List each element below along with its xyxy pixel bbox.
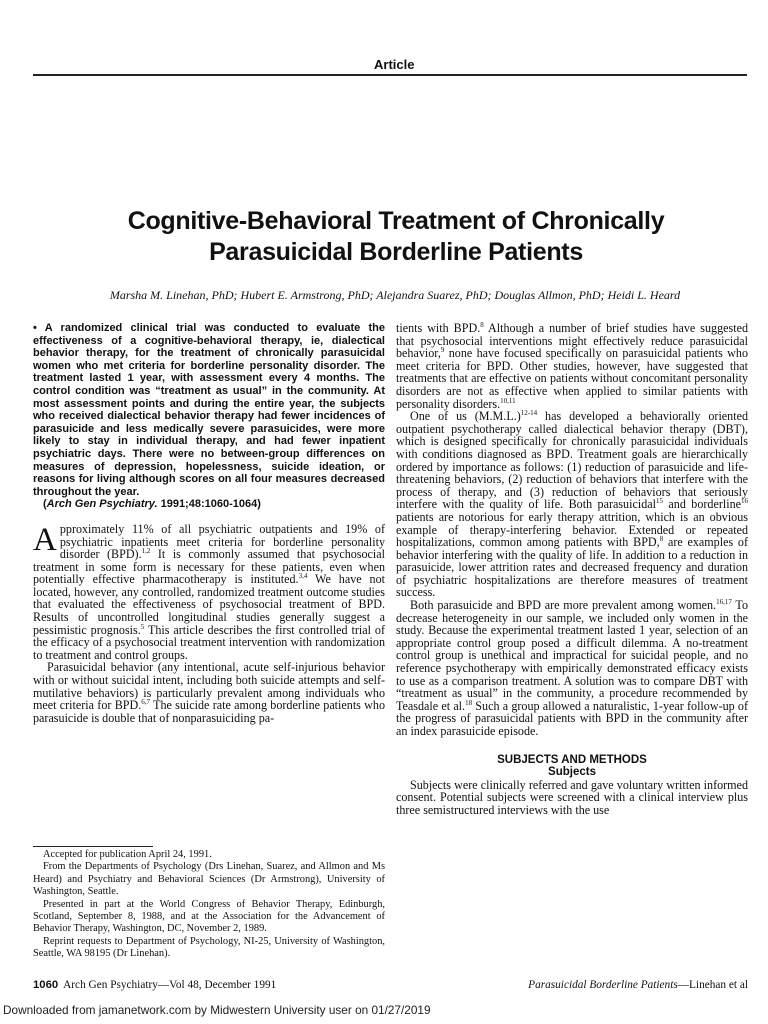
text-run: It is commonly assumed that psychosocial treatment in some form is necessary for these patients, even when potentially effective pharmacotherapy is instituted. [33, 547, 386, 587]
intro-paragraph-2 [33, 661, 385, 724]
abstract-text: A randomized clinical trial was conducted to evaluate the effectiveness of a cognitive-behavioral therapy, ie, dialectical behavior therapy, for the treatment of chronically parasuicidal women who met criteria for borderline personality disorder. The treatment lasted 1 year, with assessment every 4 months. The control condition was “treatment as usual” in the community. At most assessment points and during the entire year, the subjects who received dialectical behavior therapy had fewer incidences of parasuicide and less medically severe parasuicides, were more likely to stay in individual therapy, and had fewer inpatient psychiatric days. There were no between-group differences on measures of depression, hopelessness, suicide ideation, or reasons for living although scores on all four measures decreased throughout the year. [33, 322, 385, 498]
journal-info: Arch Gen Psychiatry—Vol 48, December 1991 [63, 979, 277, 991]
article-type-label: Article [374, 57, 415, 72]
footnote-accepted: Accepted for publication April 24, 1991. [43, 849, 212, 860]
title-line-2: Parasuicidal Borderline Patients [209, 238, 583, 266]
text-run: One of us (M.M.L.) [410, 409, 521, 424]
text-run: Parasuicidal behavior (any intentional, acute self-injurious behavior with or without suicidal intent, including both suicide attempts and self-mutilative behaviors) is particularly prevalent among individuals who meet criteria for BPD. [33, 660, 385, 713]
reference-superscript: 10,11 [500, 396, 516, 405]
page-footer-left [33, 979, 276, 991]
text-run: pproximately 11% of all psychiatric outpatients and 19% of psychiatric inpatients meet criteria for borderline personality disorder (BPD). [59, 521, 385, 562]
reference-superscript: 8 [480, 320, 484, 329]
subjects-paragraph: Subjects were clinically referred and gave voluntary written informed consent. Potential subjects were screened with a clinical interview plus three semistructured interviews with the use [396, 777, 748, 817]
text-run: To decrease heterogeneity in our sample, we included only women in the study. Because the experimental treatment lasted 1 year, selection of an appropriate control group posed a difficult dilemma. A no-treatment control group is unethical and impractical for suicidal people, and no reference psychotherapy with empirically demonstrated efficacy exists to use as a comparison treatment. A solution was to compare DBT with “treatment as usual” in the community, a procedure recommended by Teasdale et al. [396, 598, 748, 713]
intro-paragraph-3 [396, 410, 748, 599]
footnote-reprint: Reprint requests to Department of Psychology, NI-25, University of Washington, Seattle, WA 98195 (Dr Linehan). [33, 935, 385, 960]
footnote-rule [33, 846, 153, 847]
title-line-1: Cognitive-Behavioral Treatment of Chronically [127, 207, 665, 235]
reference-superscript: 16,17 [716, 598, 732, 607]
section-heading: SUBJECTS AND METHODS [497, 753, 647, 766]
reference-superscript: 1,2 [141, 547, 151, 556]
citation-reference: 1991;48:1060-1064) [157, 498, 261, 511]
running-title: Parasuicidal Borderline Patients [528, 979, 678, 991]
subsection-heading: Subjects [548, 766, 596, 779]
text-run: Although a number of brief studies have suggested that psychosocial interventions might effectively reduce parasuicidal behavior, [396, 321, 748, 361]
reference-superscript: 9 [440, 346, 445, 355]
abstract-citation [33, 498, 385, 511]
reference-superscript: 16 [741, 497, 748, 506]
citation-journal: Arch Gen Psychiatry. [46, 498, 158, 511]
abstract-bullet: • [33, 322, 37, 334]
reference-superscript: 3,4 [298, 572, 308, 581]
reference-superscript: 5 [140, 622, 145, 631]
reference-superscript: 15 [655, 497, 663, 506]
author-list: Marsha M. Linehan, PhD; Hubert E. Armstrong, PhD; Alejandra Suarez, PhD; Douglas Allmon, PhD; Heidi L. Heard [109, 288, 681, 302]
text-run: This article describes the first controlled trial of the efficacy of a psychosocial treatment intervention with randomization to treatment and control groups. [33, 622, 385, 662]
text-run: and borderline [662, 497, 741, 512]
page-footer-right [512, 979, 748, 991]
header-rule [33, 74, 747, 76]
article-title [0, 206, 768, 268]
footnote-affiliations: From the Departments of Psychology (Drs Linehan, Suarez, and Allmon and Ms Heard) and Psychiatry and Behavioral Sciences (Dr Armstrong), University of Washington, Seattle. [33, 861, 385, 898]
text-run: Both parasuicide and BPD are more prevalent among women. [410, 598, 717, 613]
citation-open: ( [43, 498, 47, 511]
text-run: tients with BPD. [396, 321, 481, 335]
text-run: patients are notorious for early therapy attrition, which is an obvious example of therapy-interfering behavior. Extended or repeated hospitalizations, common among patients with BPD, [396, 509, 748, 550]
intro-paragraph-4 [396, 599, 748, 738]
text-run: The suicide rate among borderline patients who parasuicide is double that of nonparasuiciding pa- [33, 698, 385, 725]
text-run: has developed a behaviorally oriented outpatient psychotherapy called dialectical behavior therapy (DBT), which is designed specifically for chronically parasuicidal individuals with conditions diagnosed as BPD. Treatment goals are hierarchically ordered by importance as follows: (1) reduction of parasuicide and life-threatening behaviors, (2) reduction of behaviors that interfere with the process of therapy, and (3) reduction of behaviors that seriously interfere with the quality of life. Both parasuicidal [396, 409, 748, 512]
running-author: —Linehan et al [677, 979, 748, 991]
abstract [33, 322, 385, 498]
footnote-presented: Presented in part at the World Congress of Behavior Therapy, Edinburgh, Scotland, September 8, 1988, and at the Association for the Advancement of Behavior Therapy, Washington, DC, November 2, 1989. [33, 898, 385, 935]
download-notice: Downloaded from jamanetwork.com by Midwestern University user on 01/27/2019 [3, 1003, 431, 1017]
text-run: none have focused specifically on parasuicidal patients who meet criteria for BPD. Other studies, however, have suggested that treatments that are effective on patients without concomitant personality disorders are not as effective when applied to similar patients with personality disorders. [396, 346, 748, 411]
text-run: Such a group allowed a naturalistic, 1-year follow-up of the progress of parasuicidal patients with BPD in the community after an index parasuicide episode. [396, 698, 748, 738]
drop-cap: A [33, 521, 57, 558]
text-run: are examples of behavior interfering with the quality of life. In addition to a reduction in parasuicide, lower attrition rates and decreased frequency and duration of psychiatric hospitalizations are therefore measures of treatment success. [396, 535, 748, 600]
text-run: We have not located, however, any controlled, randomized treatment outcome studies that evaluated the effectiveness of psychosocial treatment of BPD. Results of uncontrolled longitudinal studies generally suggest a pessimistic prognosis. [33, 572, 385, 637]
page-number: 1060 [33, 979, 59, 991]
reference-superscript: 8 [659, 535, 664, 544]
intro-paragraph-2-continued [396, 322, 748, 410]
footnotes [33, 849, 385, 961]
left-column [33, 322, 385, 724]
reference-superscript: 18 [465, 698, 473, 707]
right-column [396, 322, 748, 817]
intro-paragraph-1 [33, 523, 385, 662]
reference-superscript: 6,7 [141, 698, 150, 707]
reference-superscript: 12-14 [520, 409, 538, 418]
